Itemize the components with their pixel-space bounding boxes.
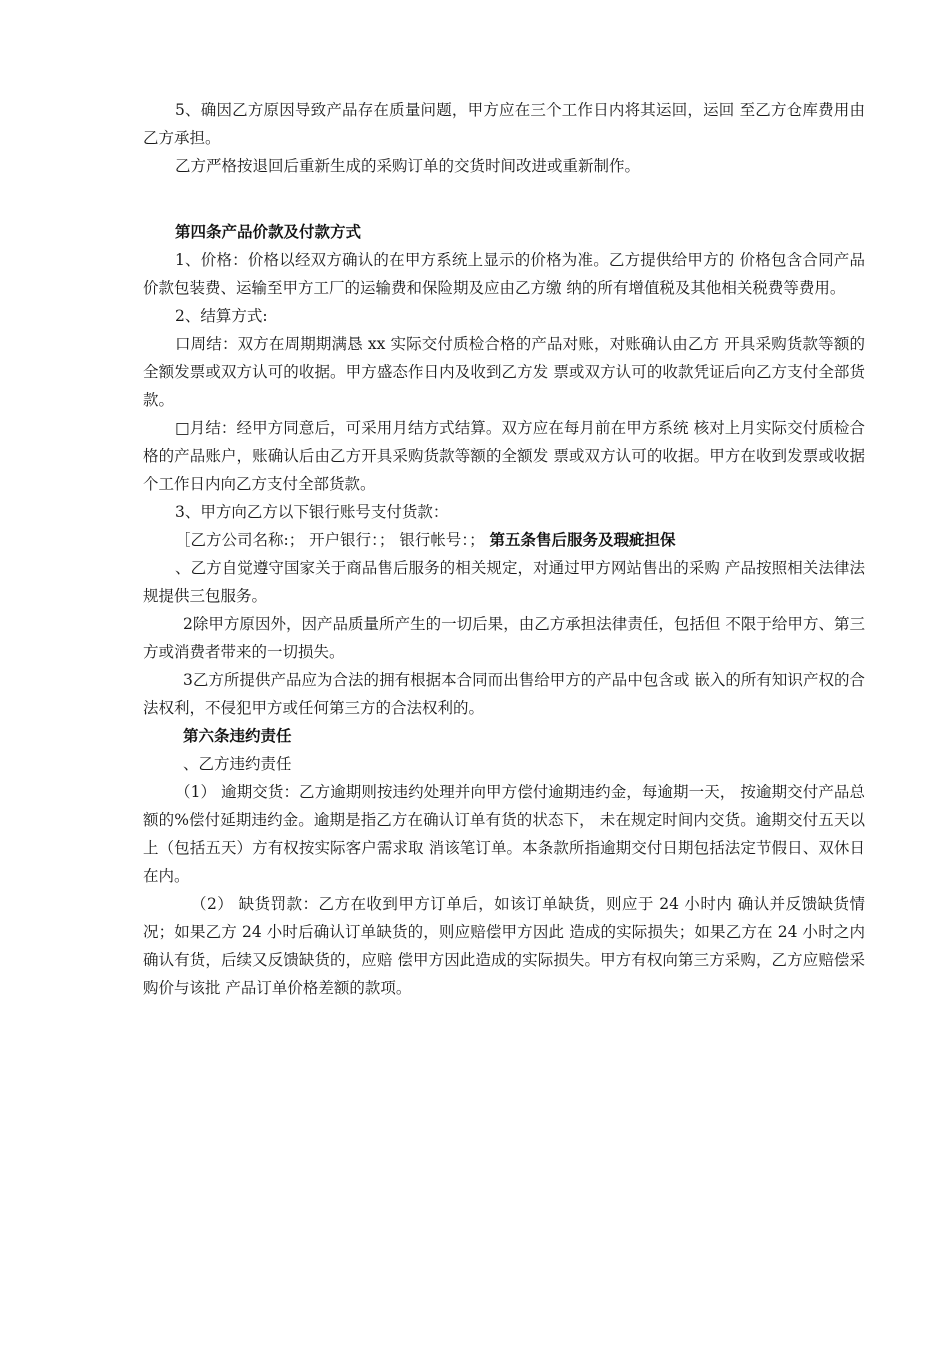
clause-bank-intro: 3、甲方向乙方以下银行账号支付货款：	[175, 503, 449, 521]
clause-reprocess: 乙方严格按退回后重新生成的采购订单的交货时间改进或重新制作。	[175, 157, 641, 175]
spacer	[143, 180, 865, 218]
bank-fields: ［乙方公司名称:； 开户银行：； 银行帐号：；	[175, 531, 490, 549]
clause-breach-party: 、乙方违约责任	[183, 755, 292, 773]
document-body	[143, 96, 865, 1002]
clause-item-5: 5、确因乙方原因导致产品存在质量问题，甲方应在三个工作日内将其运回，运回 至乙方仓库费用由乙方承担。	[143, 101, 865, 147]
clause-monthly-settlement: □月结：经甲方同意后，可采用月结方式结算。双方应在每月前在甲方系统 核对上月实际交付质检合格的产品账户，账确认后由乙方开具采购货款等额的全额发 票或双方认可的收据。甲方在收到发票或收据个工作日内向乙方支付全部货款。	[143, 419, 865, 493]
bank-fields-line	[143, 526, 865, 554]
heading-article-6: 第六条违约责任	[183, 727, 292, 745]
clause-after-sale-2: 2除甲方原因外，因产品质量所产生的一切后果，由乙方承担法律责任，包括但 不限于给甲方、第三方或消费者带来的一切损失。	[143, 615, 865, 661]
heading-article-5: 第五条售后服务及瑕疵担保	[489, 531, 676, 549]
clause-weekly-settlement: 口周结：双方在周期期满恳 xx 实际交付质检合格的产品对账，对账确认由乙方 开具采购货款等额的全额发票或双方认可的收据。甲方盛态作日内及收到乙方发 票或双方认可的收款凭证后向乙方支付全部货款。	[143, 335, 865, 409]
clause-settlement: 2、结算方式:	[175, 307, 268, 325]
clause-after-sale-3: 3乙方所提供产品应为合法的拥有根据本合同而出售给甲方的产品中包含或 嵌入的所有知识产权的合法权利，不侵犯甲方或任何第三方的合法权利的。	[143, 671, 865, 717]
heading-article-4: 第四条产品价款及付款方式	[175, 223, 362, 241]
clause-overdue-delivery: （1） 逾期交货：乙方逾期则按违约处理并向甲方偿付逾期违约金，每逾期一天， 按逾期交付产品总额的%偿付延期违约金。逾期是指乙方在确认订单有货的状态下， 未在规定时间内交货。逾期交付五天以上（包括五天）方有权按实际客户需求取 消该笔订单。本条款所指逾期交付日期包括法定节假日、双休日在内。	[143, 783, 865, 885]
clause-shortage-penalty: （2） 缺货罚款：乙方在收到甲方订单后，如该订单缺货，则应于 24 小时内 确认并反馈缺货情况；如果乙方 24 小时后确认订单缺货的，则应赔偿甲方因此 造成的实际损失；如果乙方在 24 小时之内确认有货，后续又反馈缺货的，应赔 偿甲方因此造成的实际损失。甲方有权向第三方采购，乙方应赔偿采购价与该批 产品订单价格差额的款项。	[143, 895, 865, 997]
clause-after-sale-1: 、乙方自觉遵守国家关于商品售后服务的相关规定，对通过甲方网站售出的采购 产品按照相关法律法规提供三包服务。	[143, 559, 865, 605]
clause-price: 1、价格：价格以经双方确认的在甲方系统上显示的价格为准。乙方提供给甲方的 价格包含合同产品价款包装费、运输至甲方工厂的运输费和保险期及应由乙方缴 纳的所有增值税及其他相关税费等费用。	[143, 251, 865, 297]
